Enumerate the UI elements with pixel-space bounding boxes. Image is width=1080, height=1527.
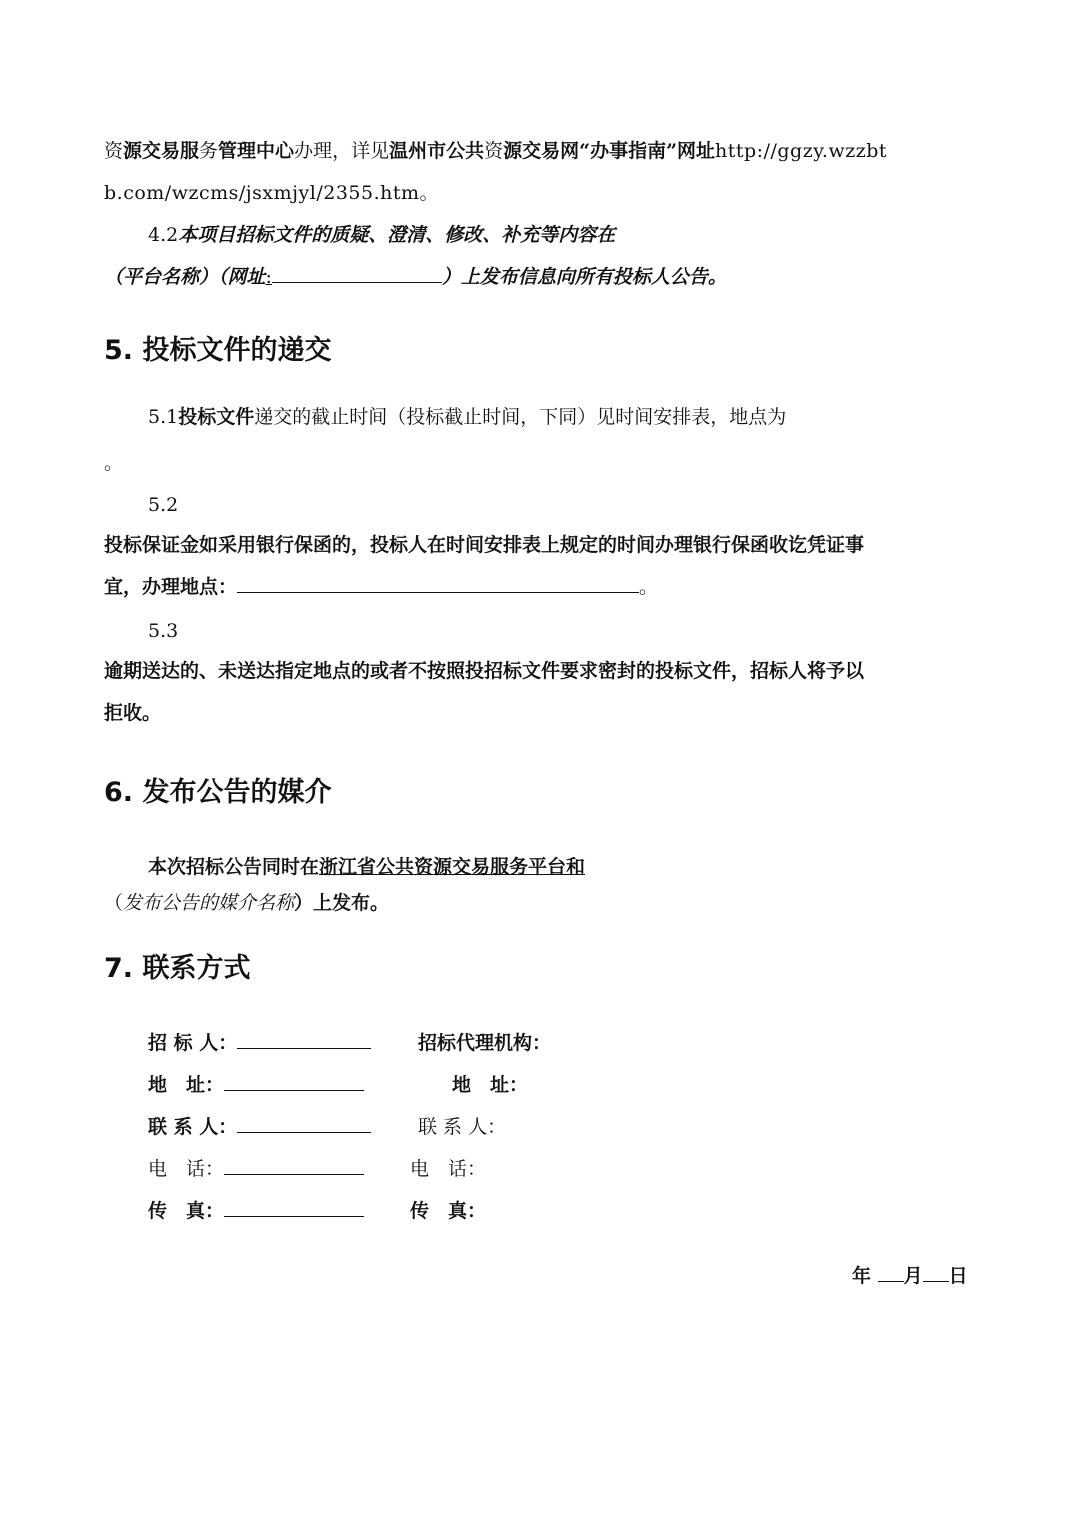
text-fragment: 见 <box>370 140 390 162</box>
text-fragment: （平台名称）（网址 <box>104 266 266 288</box>
section4-line1 <box>104 138 887 164</box>
text-fragment: “办事指南”网址 <box>579 140 715 162</box>
text-fragment: ）上发布信息向所有投标人公告。 <box>441 266 727 288</box>
text-fragment: 发布公告的媒介名称 <box>123 892 295 914</box>
day-blank[interactable] <box>923 1263 949 1282</box>
fax-blank[interactable] <box>224 1198 364 1217</box>
year-label: 年 <box>852 1265 872 1287</box>
tenderer-label: 招 标 人： <box>148 1032 238 1054</box>
phone-blank[interactable] <box>224 1156 364 1175</box>
address-field <box>148 1072 364 1098</box>
paragraph-5-1 <box>148 404 786 430</box>
paragraph-5-2-number: 5.2 <box>148 494 179 516</box>
agency-phone-label: 电 话： <box>410 1158 487 1180</box>
text-fragment: 温州市公共 <box>389 140 485 162</box>
section6-line2 <box>104 890 389 916</box>
month-blank[interactable] <box>878 1263 904 1282</box>
text-fragment: : <box>265 266 272 288</box>
section6-heading: 6. 发布公告的媒介 <box>104 777 332 808</box>
address-blank[interactable] <box>224 1072 364 1091</box>
text-fragment: 宜，办理地点： <box>104 576 238 598</box>
day-label: 日 <box>948 1265 968 1287</box>
text-fragment: 办理，详 <box>294 140 371 162</box>
url-blank[interactable] <box>272 264 442 283</box>
phone-label: 电 话： <box>148 1158 225 1180</box>
text-fragment: （ <box>104 892 124 914</box>
paragraph-5-1-end: 。 <box>104 452 124 474</box>
agency-label: 招标代理机构： <box>418 1032 552 1054</box>
section7-heading: 7. 联系方式 <box>104 953 251 984</box>
contact-blank[interactable] <box>237 1114 371 1133</box>
paragraph-5-3-line2: 拒收。 <box>104 702 162 724</box>
tenderer-field <box>148 1030 371 1056</box>
text-fragment: 源交易网 <box>503 140 580 162</box>
guide-url: http://ggzy.wzzbt <box>715 140 888 162</box>
text-fragment: 管理中心 <box>218 140 295 162</box>
section5-heading: 5. 投标文件的递交 <box>104 335 332 366</box>
text-fragment: 文件 <box>216 406 255 428</box>
location-blank[interactable] <box>237 574 639 593</box>
agency-contact-label: 联 系 人： <box>418 1116 507 1138</box>
text-fragment: ）上发布。 <box>294 892 390 914</box>
paragraph-number: 5.1 <box>148 406 179 428</box>
section6-line1 <box>148 854 585 880</box>
agency-address-label: 地 址： <box>452 1074 529 1096</box>
text-fragment: 资 <box>484 140 504 162</box>
agency-fax-label: 传 真： <box>410 1200 487 1222</box>
text-fragment: 。 <box>639 576 659 598</box>
tenderer-blank[interactable] <box>237 1030 371 1049</box>
paragraph-5-3-line1: 逾期送达的、未送达指定地点的或者不按照投招标文件要求密封的投标文件，招标人将予以 <box>104 660 865 682</box>
text-fragment: 本次招标公告同时在 <box>148 856 320 878</box>
paragraph-5-2-line2 <box>104 574 658 600</box>
text-fragment: 务 <box>199 140 219 162</box>
text-fragment: 递交的截止时间（投标截止时间，下同）见时间安排表，地点为 <box>254 406 787 428</box>
text-fragment: 资 <box>104 140 124 162</box>
platform-name: 浙江省公共资源交易服务平台和 <box>319 856 586 878</box>
paragraph-5-2-line1: 投标保证金如采用银行保函的，投标人在时间安排表上规定的时间办理银行保函收讫凭证事 <box>104 534 865 556</box>
month-label: 月 <box>903 1265 923 1287</box>
date-line <box>852 1263 968 1289</box>
fax-label: 传 真： <box>148 1200 225 1222</box>
text-fragment: 投标 <box>178 406 217 428</box>
paragraph-4-2 <box>148 222 615 248</box>
text-fragment: 源交易服 <box>123 140 200 162</box>
fax-field <box>148 1198 364 1224</box>
address-label: 地 址： <box>148 1074 225 1096</box>
paragraph-5-3-number: 5.3 <box>148 620 179 642</box>
contact-field <box>148 1114 371 1140</box>
paragraph-4-2-line2 <box>104 264 727 290</box>
phone-field <box>148 1156 364 1182</box>
paragraph-number: 4.2 <box>148 224 179 246</box>
section4-line2: b.com/wzcms/jsxmjyl/2355.htm。 <box>104 182 440 204</box>
contact-label: 联 系 人： <box>148 1116 238 1138</box>
text-fragment: 本项目招标文件的质疑、澄清、修改、补充等内容在 <box>178 224 616 246</box>
